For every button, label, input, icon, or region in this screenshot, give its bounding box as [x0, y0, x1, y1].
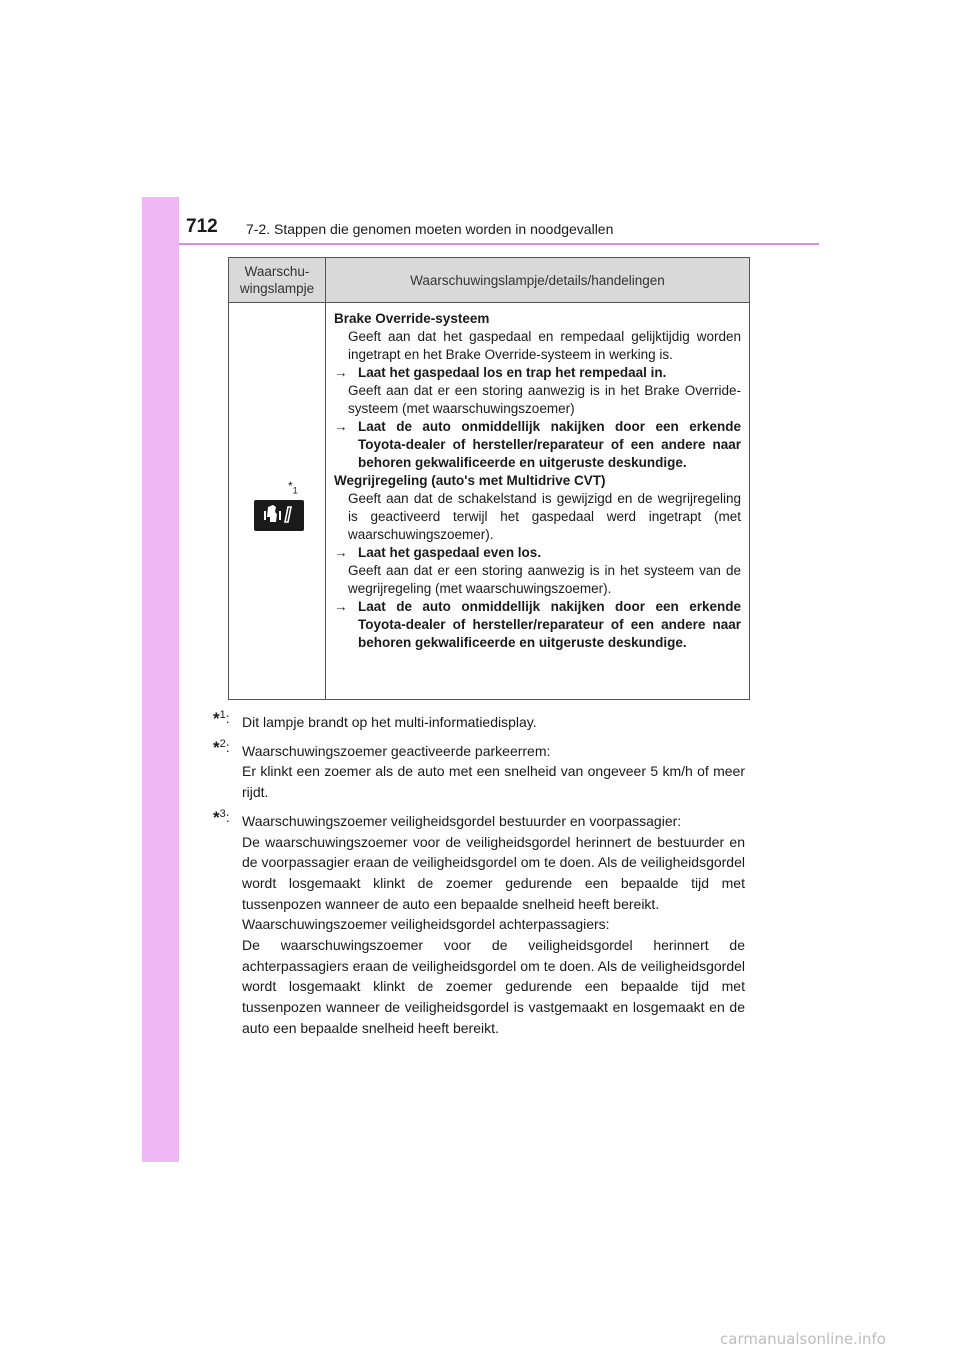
table-header-row	[229, 258, 750, 303]
item-action: → Laat het gaspedaal even los.	[334, 545, 542, 560]
section-title: 7-2. Stappen die genomen moeten worden in noodgevallen	[246, 221, 614, 237]
column-header-lamp: Waarschu- wingslampje	[229, 258, 326, 303]
footnotes	[213, 709, 745, 1047]
details-cell	[326, 303, 750, 700]
warning-lamp-table	[228, 257, 750, 700]
footnote-1: *$^1$: Dit lampje brandt op het multi-informatiedisplay.	[213, 709, 537, 730]
page-number: 712	[186, 216, 218, 237]
item-title: Brake Override-systeem	[334, 311, 490, 326]
table-row	[229, 303, 750, 700]
item-action: → Laat het gaspedaal los en trap het rempedaal in.	[334, 365, 667, 380]
arrow-icon: →	[334, 419, 348, 434]
item-description: Geeft aan dat er een storing aanwezig is in het Brake Override-systeem (met waarschuwingszoemer)	[348, 383, 741, 416]
arrow-icon: →	[334, 545, 348, 560]
arrow-icon: →	[334, 365, 348, 380]
header-divider	[179, 243, 819, 245]
item-title: Wegrijregeling (auto's met Multidrive CVT)	[334, 473, 606, 488]
footnote-2: *$^2$: Waarschuwingszoemer geactiveerde parkeerrem: Er klinkt een zoemer als de auto met een snelheid van ongeveer 5 km/h of meer rijdt.	[213, 737, 745, 801]
item-description: Geeft aan dat het gaspedaal en rempedaal gelijktijdig worden ingetrapt en het Brake Override-systeem in werking is.	[348, 329, 741, 362]
item-action: → Laat de auto onmiddellijk nakijken door een erkende Toyota-dealer of hersteller/reparateur of een andere naar behoren gekwalificeerde en uitgeruste deskundige.	[334, 599, 741, 650]
chapter-sidebar-tab	[142, 197, 179, 1162]
item-action: → Laat de auto onmiddellijk nakijken door een erkende Toyota-dealer of hersteller/reparateur of een andere naar behoren gekwalificeerde en uitgeruste deskundige.	[334, 419, 741, 470]
item-description: Geeft aan dat er een storing aanwezig is in het systeem van de wegrijregeling (met waarschuwingszoemer).	[348, 563, 741, 596]
item-description: Geeft aan dat de schakelstand is gewijzigd en de wegrijregeling is geactiveerd terwijl het gaspedaal werd ingetrapt (met waarschuwingszoemer).	[348, 491, 741, 542]
footnote-3: *$^3$: Waarschuwingszoemer veiligheidsgordel bestuurder en voorpassagier: De waarschuwingszoemer voor de veiligheidsgordel herinnert de bestuurder en de voorpassagier eraan de veiligheidsgordel om te doen. Als de veiligheidsgordel wordt losgemaakt klinkt de zoemer gedurende een bepaalde tijd met tussenpozen wanneer de auto een bepaalde snelheid heeft bereikt. Waarschuwingszoemer veiligheidsgordel achterpassagiers: De waarschuwingszoemer voor de veiligheidsgordel herinnert de achterpassagiers eraan de veiligheidsgordel om te doen. Als de veiligheidsgordel wordt losgemaakt klinkt de zoemer gedurende een bepaalde tijd met tussenpozen wanneer de veiligheidsgordel is vastgemaakt en losgemaakt en de auto een bepaalde snelheid heeft bereikt.	[213, 807, 745, 1036]
brake-override-warning-icon	[254, 500, 304, 531]
site-watermark: carmanualsonline.info	[720, 1330, 886, 1348]
arrow-icon: →	[334, 599, 348, 614]
column-header-details: Waarschuwingslampje/details/handelingen	[326, 258, 750, 303]
lamp-cell	[229, 303, 326, 700]
footnote-reference: $*_1$	[288, 479, 298, 496]
